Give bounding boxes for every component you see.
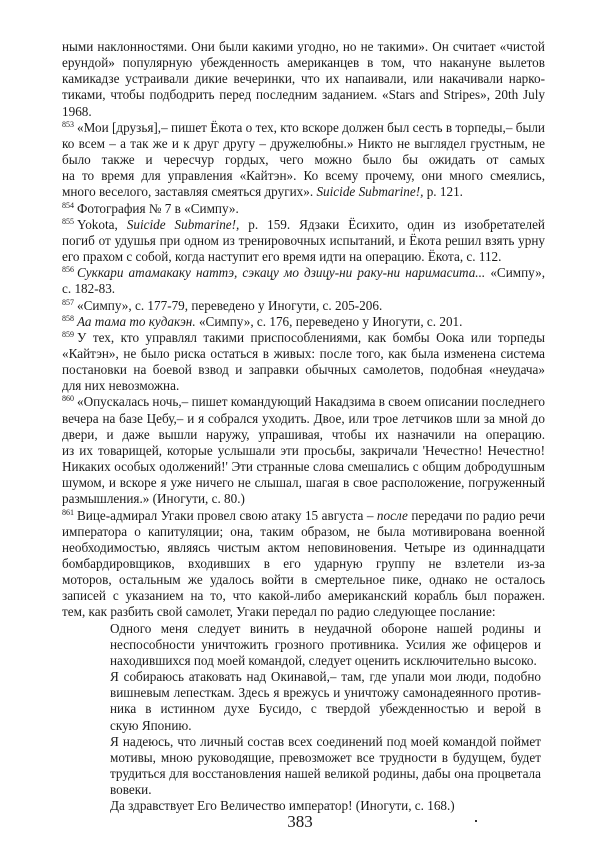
block-quote-paragraph <box>62 734 545 799</box>
line-text: тиками, чтобы подбодрить перед последним заданием. «Stars and Stripes», 20th July <box>62 87 545 103</box>
italic-title-text: после <box>376 507 408 523</box>
text-line <box>110 701 541 717</box>
line-text: Я надеюсь, что личный состав всех соединений под моей командой поймет <box>110 733 541 749</box>
line-text: вовеки. <box>110 782 152 798</box>
page-body <box>62 39 545 815</box>
text-line <box>62 314 545 330</box>
line-text: «Опускалась ночь,– пишет командующий Накадзима в своем описании последнего <box>77 394 545 410</box>
footnote <box>62 120 545 201</box>
text-line <box>62 604 545 620</box>
text-line <box>110 685 541 701</box>
footnote <box>62 508 545 621</box>
text-line <box>62 71 545 87</box>
line-text: размышления.» (Иногути, с. 80.) <box>62 491 245 507</box>
italic-title-text: Suicide Submarine!, <box>126 216 240 232</box>
line-text: p. 159. Ядзаки Ёсихито, один из изобретателей <box>248 216 545 232</box>
footnote-number: 855 <box>62 216 74 226</box>
text-line <box>62 104 545 120</box>
text-line <box>62 443 545 459</box>
footnote-number: 860 <box>62 394 74 404</box>
text-line <box>62 330 545 346</box>
footnote-number: 856 <box>62 265 74 275</box>
line-text: «Мои [друзья],– пишет Ёкота о тех, кто вскоре должен был сесть в торпеды,– были <box>77 119 545 135</box>
line-text: было также и чересчур гордых, чего можно было бы ожидать от самых <box>62 152 545 168</box>
text-line <box>62 427 545 443</box>
line-text: ко всем – а так же и к друг другу – дружелюбны.» Никто не выглядел грустным, не <box>62 135 545 151</box>
line-text: вечера на базе Цебу,– и я собрался уходить. Двое, или трое летчиков шли за мной до <box>62 410 545 426</box>
text-line <box>62 39 545 55</box>
block-quote-paragraph <box>62 621 545 669</box>
line-text: императора о капитуляции; она, таким образом, не была мотивирована военной <box>62 523 545 539</box>
text-line <box>110 653 541 669</box>
footnote-number: 861 <box>62 507 74 517</box>
text-line <box>110 669 541 685</box>
text-line <box>62 152 545 168</box>
footnote <box>62 394 545 507</box>
line-text: «Симпу», с. 177-79, переведено у Иногути, с. 205-206. <box>77 297 383 313</box>
line-text: мотивы, мною руководящие, превозможет все трудности в будущем, будет <box>110 749 541 765</box>
text-line <box>62 524 545 540</box>
text-line <box>62 378 545 394</box>
line-text: Yokota, <box>77 216 127 232</box>
line-text: необходимостью, являясь чистым актом неповиновения. Четыре из одиннадцати <box>62 539 545 555</box>
line-text: моторов, остальным же удалось войти в смертельное пике, однако не осталось <box>62 572 545 588</box>
line-text: шумом, и вскоре я уже ничего не слышал, шагая в свое расположение, погруженный <box>62 475 545 491</box>
line-text: ерундой» популярную убежденность американцев в том, что накануне вылетов <box>62 55 545 71</box>
text-line <box>62 233 545 249</box>
line-text: с. 182-83. <box>62 281 116 297</box>
line-text: «Кайтэн», не было риска остаться в живых: после того, как была изменена система <box>62 345 545 361</box>
line-text: ными наклонностями. Они были какими угодно, но не такими». Он считает «чистой <box>62 39 545 54</box>
text-line <box>62 281 545 297</box>
text-line <box>62 588 545 604</box>
footnote-number: 857 <box>62 297 74 307</box>
line-text: ника в истинном духе Бусидо, с твердой убежденностью и верой в <box>110 701 541 717</box>
line-text: передачи по радио речи <box>407 507 545 523</box>
text-line <box>62 136 545 152</box>
line-text: Фотография № 7 в «Симпу». <box>77 200 239 216</box>
line-text: записей с указанием на то, что какой-либо американский корабль был поражен. <box>62 588 545 604</box>
text-line <box>62 217 545 233</box>
page-number: 383 <box>287 812 313 831</box>
line-text: Одного меня следует винить в неудачной обороне нашей родины и <box>110 620 541 636</box>
line-text: Никаких особых одолжений!' Эти странные слова смешались с общим добродушным <box>62 459 545 475</box>
line-text: двери, и даже вышли наружу, упрашивая, чтобы их назначили на операцию. <box>62 426 545 442</box>
text-line <box>62 120 545 136</box>
footnote <box>62 265 545 297</box>
footnote <box>62 217 545 265</box>
text-line <box>62 55 545 71</box>
text-line <box>62 475 545 491</box>
line-text: постановки на боевой взвод и заправки обычных самолетов, подобная «неудача» <box>62 362 545 378</box>
line-text: Да здравствует Его Величество император! (Иногути, с. 168.) <box>110 798 455 814</box>
paragraph <box>62 39 545 120</box>
text-line <box>62 168 545 184</box>
footnote <box>62 201 545 217</box>
line-text: его прахом с собой, когда наступит его время идти на операцию. Ёкота, с. 112. <box>62 249 502 265</box>
italic-title-text: Аа тама то кудакэн. <box>77 313 196 329</box>
line-text: на то время для управления «Кайтэн». Ко всему прочему, они много смеялись, <box>62 168 545 184</box>
text-line <box>62 411 545 427</box>
footnote <box>62 298 545 314</box>
line-text: находившихся под моей командой, следует оценить исключительно высоко. <box>110 652 537 668</box>
footnote-number: 859 <box>62 329 74 339</box>
line-text: p. 121. <box>423 184 463 200</box>
text-line <box>62 572 545 588</box>
italic-title-text: Суккари атамакаку наттэ, сэкацу мо дзицу-ни раку-ни наримасита... <box>77 265 486 281</box>
text-line <box>62 508 545 524</box>
text-line <box>62 184 545 200</box>
text-line <box>110 750 541 766</box>
text-line <box>110 637 541 653</box>
footnote <box>62 314 545 330</box>
text-line <box>62 556 545 572</box>
text-line <box>62 459 545 475</box>
text-line <box>62 346 545 362</box>
line-text: тем, как разбить свой самолет, Угаки передал по радио следующее послание: <box>62 604 496 620</box>
footnote-number: 853 <box>62 119 74 129</box>
footnote-number: 854 <box>62 200 74 210</box>
text-line <box>62 201 545 217</box>
line-text: Вице-адмирал Угаки провел свою атаку 15 августа – <box>77 507 377 523</box>
text-line <box>62 540 545 556</box>
text-line <box>62 87 545 103</box>
text-line <box>110 718 541 734</box>
text-line <box>62 298 545 314</box>
text-line <box>110 782 541 798</box>
text-line <box>62 249 545 265</box>
line-text: скую Японию. <box>110 717 192 733</box>
block-quote-paragraph <box>62 669 545 734</box>
line-text: неспособности уничтожить грозного противника. Усилия же офицеров и <box>110 636 541 652</box>
line-text: трудиться для восстановления нашей великой родины, дабы она процветала <box>110 766 541 782</box>
line-text: вишневым лепесткам. Здесь я врежусь и уничтожу самонадеянного против- <box>110 685 541 701</box>
footnote <box>62 330 545 395</box>
line-text: «Симпу», <box>485 265 545 281</box>
line-text: Я собираюсь атаковать над Окинавой,– там, где упали мои люди, подобно <box>110 669 541 685</box>
line-text: много веселого, заставляя смеяться других». <box>62 184 317 200</box>
line-text: камикадзе устраивали дикие вечеринки, что их напаивали, или накачивали нарко- <box>62 71 545 87</box>
text-line <box>62 265 545 281</box>
line-text: из их товарищей, которые услышали эти просьбы, закричали 'Нечестно! Нечестно! <box>62 442 545 458</box>
text-line <box>110 734 541 750</box>
line-text: погиб от удушья при одном из тренировочных испытаний, и Ёкота решил взять урну <box>62 232 545 248</box>
line-text: У тех, кто управлял такими приспособлениями, как бомбы Оока или торпеды <box>77 329 545 345</box>
text-line <box>110 766 541 782</box>
line-text: «Симпу», с. 176, переведено у Иногути, с. 201. <box>195 313 463 329</box>
text-line <box>110 621 541 637</box>
line-text: бомбардировщиков, входивших в его ударную группу не взлетели из-за <box>62 556 545 571</box>
line-text: для них невозможна. <box>62 378 180 394</box>
text-line <box>62 491 545 507</box>
scan-speck <box>475 820 477 822</box>
footnote-number: 858 <box>62 313 74 323</box>
text-line <box>62 362 545 378</box>
text-line <box>62 394 545 410</box>
italic-title-text: Suicide Submarine!, <box>316 184 424 200</box>
line-text: 1968. <box>62 103 92 119</box>
